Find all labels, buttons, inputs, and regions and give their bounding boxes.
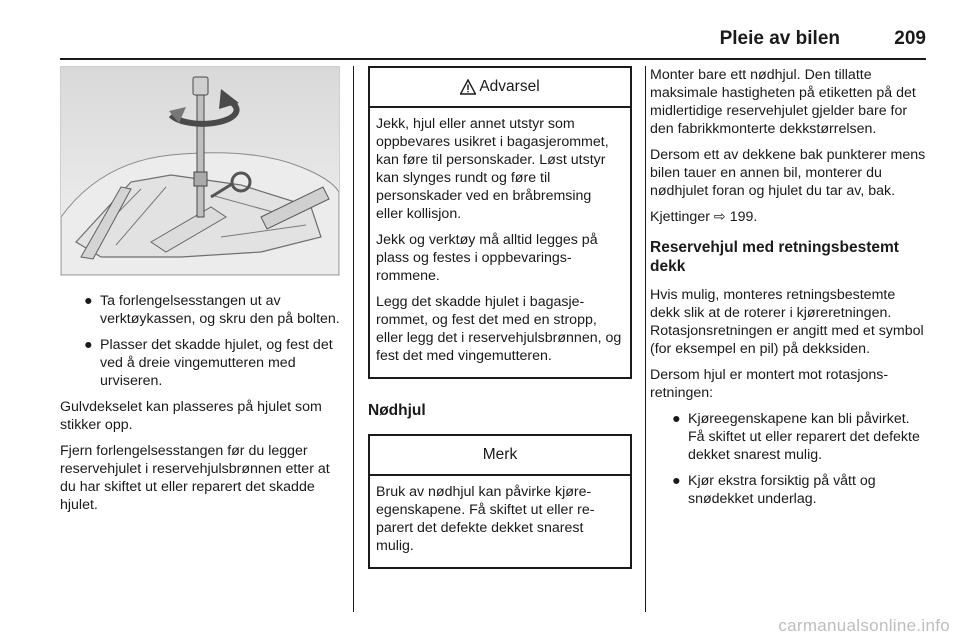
section-heading: Reservehjul med retningsbestemt dekk bbox=[650, 239, 899, 275]
instruction-list bbox=[60, 292, 340, 390]
paragraph: Jekk, hjul eller annet utstyr som oppbevares usikret i bagasjerommet, kan føre til personskader. Løst utstyr kan slynges rundt og føre til personskader ved en bråbremsing eller kollisjon. bbox=[376, 116, 609, 222]
page-reference-link[interactable]: 199. bbox=[725, 209, 758, 225]
cross-reference: Kjettinger ⇨ 199. bbox=[650, 209, 758, 225]
column-divider bbox=[645, 66, 646, 612]
page-header bbox=[60, 22, 926, 60]
paragraph: Bruk av nødhjul kan påvirke kjøreegenskapene. Få skiftet ut eller reparert det defekte dekket snarest mulig. bbox=[376, 484, 595, 554]
column-divider bbox=[353, 66, 354, 612]
column-right bbox=[650, 66, 928, 516]
watermark: carmanualsonline.info bbox=[778, 616, 950, 635]
paragraph: Jekk og verktøy må alltid legges på plass og festes i oppbevaringsrommene. bbox=[376, 232, 598, 284]
paragraph: Monter bare ett nødhjul. Den tillatte maksimale hastigheten på etiketten på det midlertidige reservehjulet gjelder bare for den fabrikkmonterte dekkstørrelsen. bbox=[650, 67, 916, 137]
arrow-icon: ⇨ bbox=[713, 209, 726, 225]
list-item: ● Plasser det skadde hjulet, og fest det ved å dreie vingemutteren med urviseren. bbox=[84, 337, 333, 389]
paragraph: Dersom hjul er montert mot rotasjonsretningen: bbox=[650, 367, 889, 401]
page-title: Pleie av bilen bbox=[719, 28, 840, 49]
list-item: ● Kjøreegenskapene kan bli påvirket. Få skiftet ut eller reparert det defekte dekket snarest mulig. bbox=[672, 411, 920, 463]
list-item: ● Ta forlengelsesstangen ut av verktøykassen, og skru den på bolten. bbox=[84, 293, 340, 327]
note-box bbox=[368, 434, 632, 569]
column-middle bbox=[368, 66, 632, 569]
paragraph: Dersom ett av dekkene bak punkterer mens bilen tauer en annen bil, monterer du nødhjulet foran og hjulet du tar av, bak. bbox=[650, 147, 926, 199]
instruction-list bbox=[650, 410, 928, 508]
warning-title: Advarsel bbox=[479, 78, 540, 95]
list-item: ● Kjør ekstra forsiktig på vått og snødekket underlag. bbox=[672, 473, 876, 507]
paragraph: Gulvdekselet kan plasseres på hjulet som stikker opp. bbox=[60, 399, 322, 433]
note-header: Merk bbox=[370, 436, 630, 476]
spare-wheel-illustration bbox=[60, 66, 340, 276]
note-body bbox=[370, 476, 630, 567]
bullet-icon: ● bbox=[672, 411, 681, 427]
paragraph: Fjern forlengelsesstangen før du legger reservehjulet i reservehjulsbrønnen etter at du har skiftet ut eller reparert det skadde hjulet. bbox=[60, 443, 330, 513]
warning-triangle-icon bbox=[460, 79, 476, 95]
section-heading: Nødhjul bbox=[368, 402, 426, 419]
bullet-icon: ● bbox=[672, 473, 681, 489]
paragraph: Hvis mulig, monteres retningsbestemte dekk slik at de roterer i kjøreretningen. Rotasjonsretningen er angitt med et symbol (for eksempel en pil) på dekksiden. bbox=[650, 287, 924, 357]
page-number: 209 bbox=[894, 28, 926, 49]
column-left bbox=[60, 66, 340, 522]
warning-body bbox=[370, 108, 630, 377]
warning-box bbox=[368, 66, 632, 379]
bullet-icon: ● bbox=[84, 337, 93, 353]
paragraph: Legg det skadde hjulet i bagasjerommet, og fest det med en stropp, eller legg det i reservehjulsbrønnen, og fest det med vingemutteren. bbox=[376, 294, 622, 364]
warning-header bbox=[370, 68, 630, 108]
wheel-well-drawing bbox=[61, 67, 339, 275]
bullet-icon: ● bbox=[84, 293, 93, 309]
